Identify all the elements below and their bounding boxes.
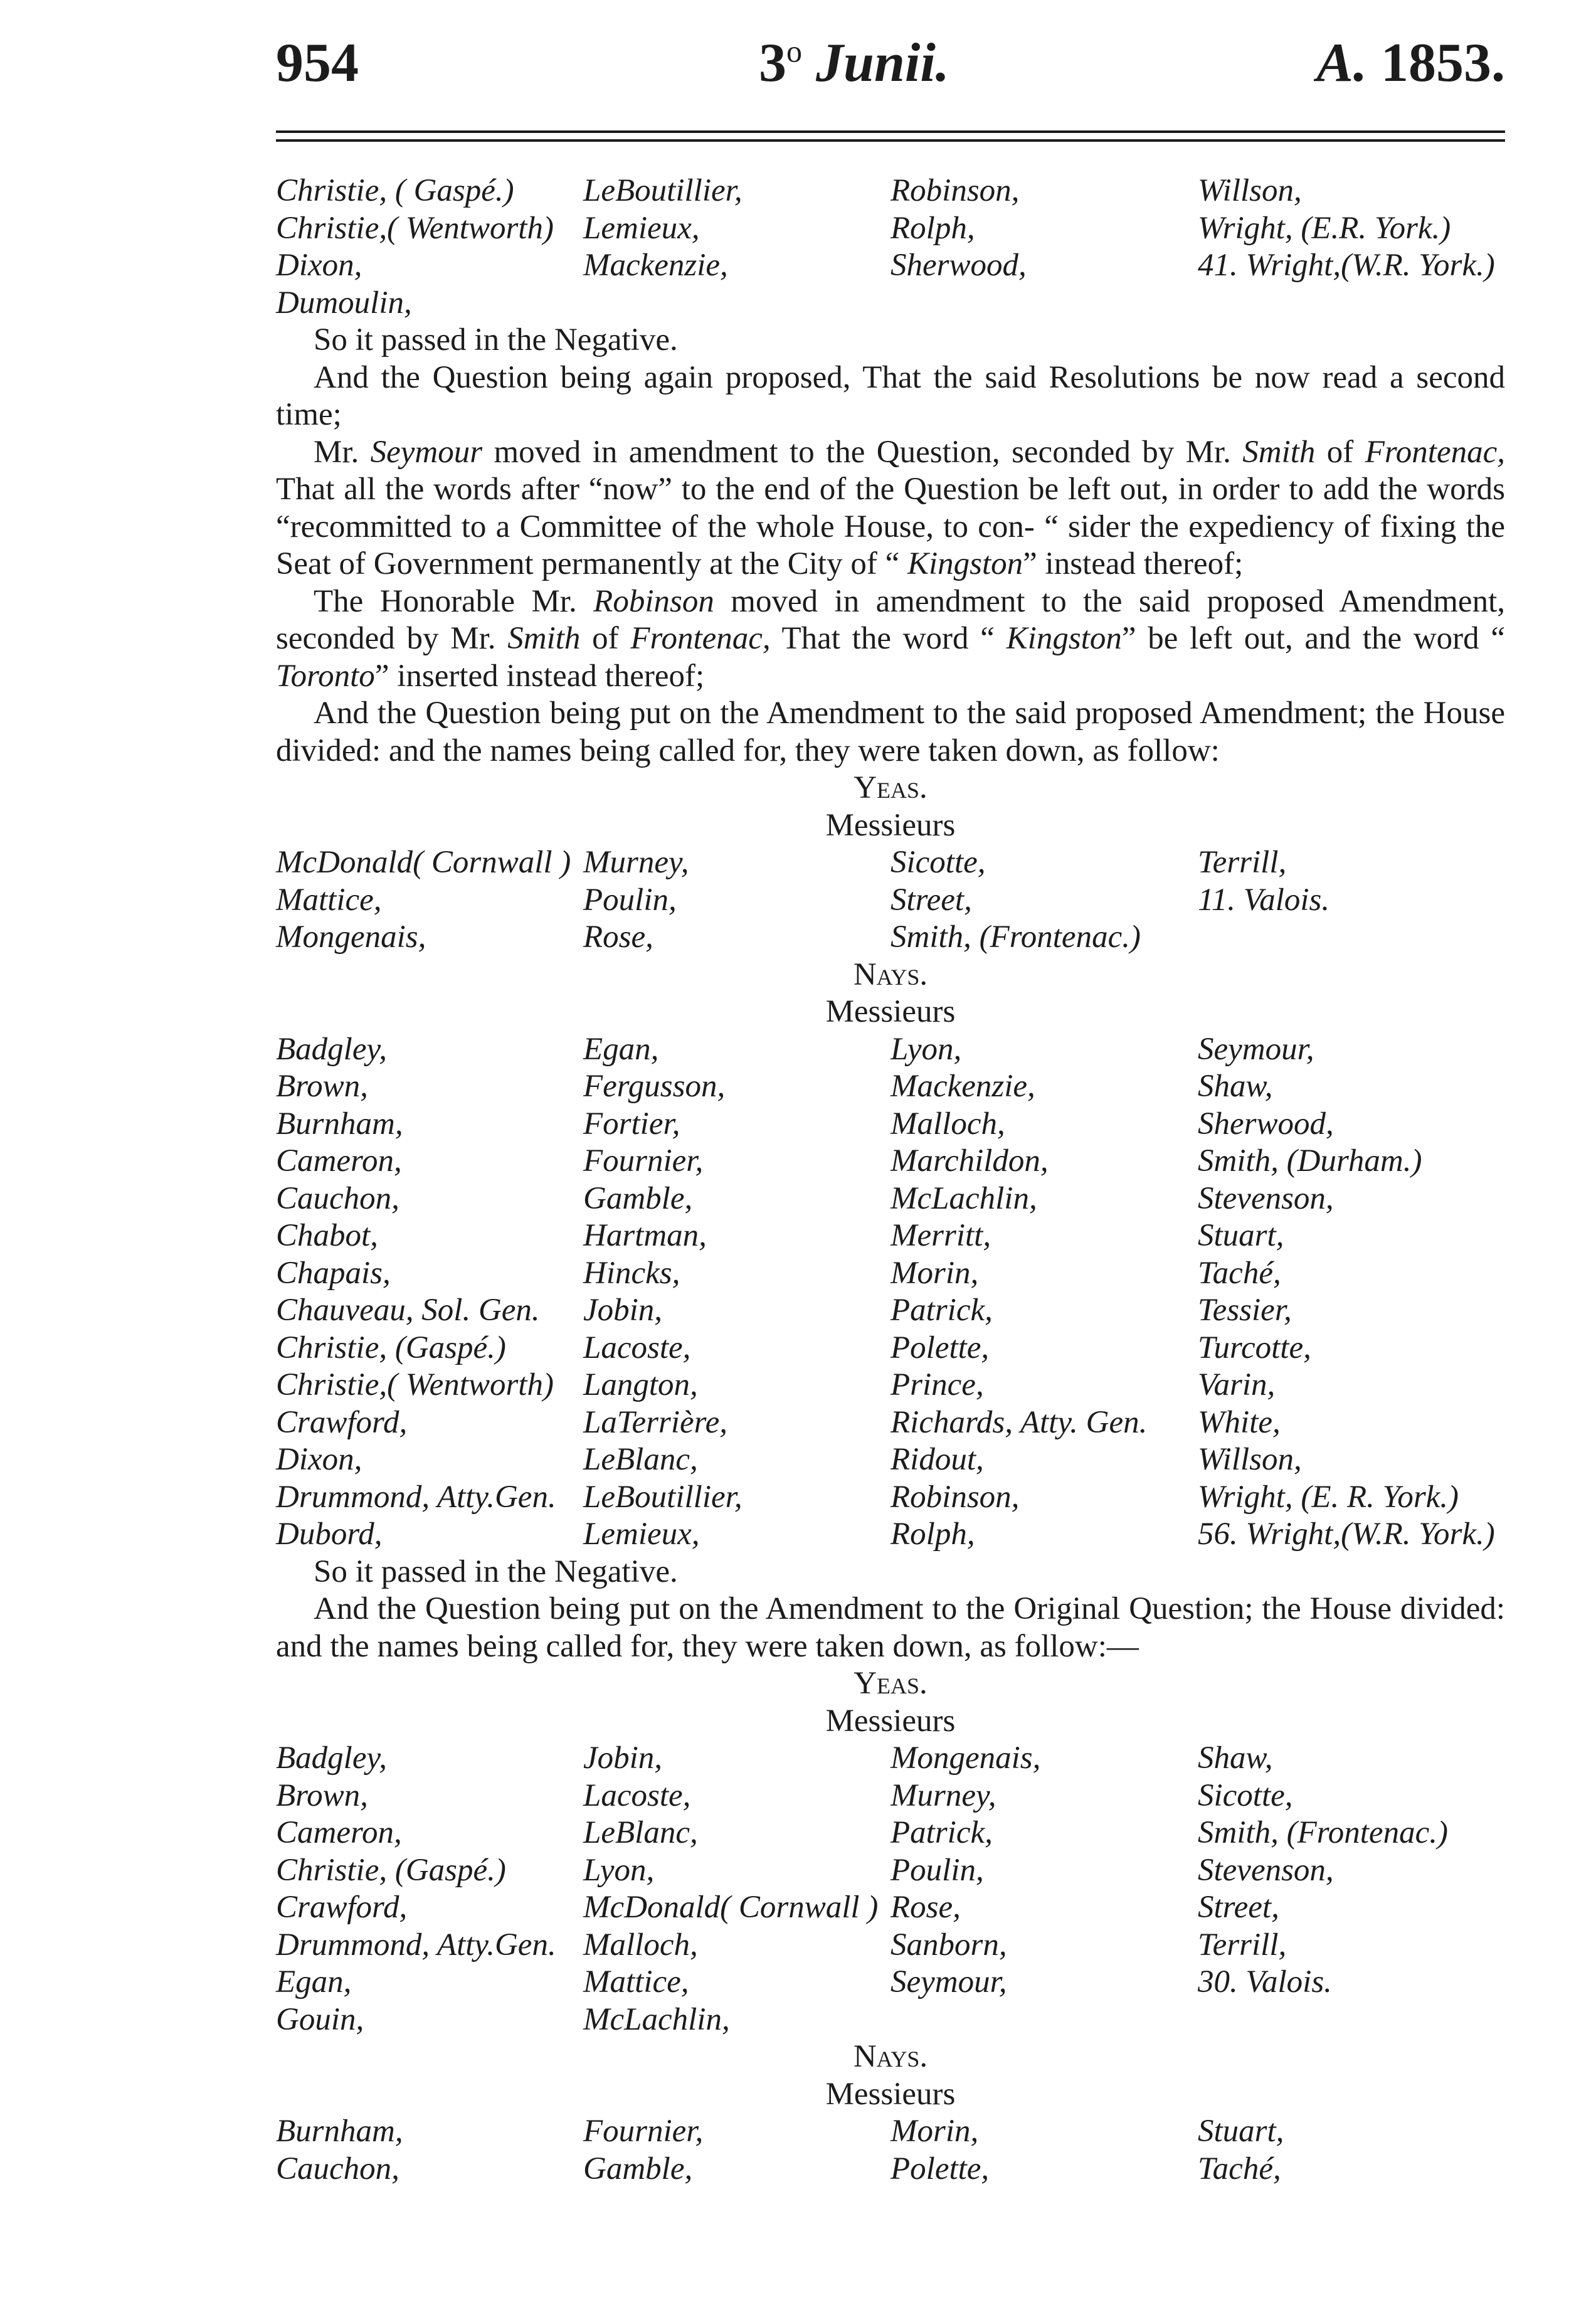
page-number: 954	[276, 33, 359, 93]
member-name: White,	[1198, 1404, 1281, 1440]
division-continued-names	[276, 172, 1505, 322]
member-name: Fortier,	[583, 1106, 680, 1142]
member-name: Mattice,	[583, 1964, 689, 2000]
member-name: Lacoste,	[583, 1330, 691, 1365]
nays-list-1	[276, 1031, 1505, 1554]
member-name: Badgley,	[276, 1740, 388, 1776]
member-name: Stevenson,	[1198, 1852, 1334, 1888]
member-name: 41. Wright,(W.R. York.)	[1198, 248, 1495, 283]
nays-heading-2: Nays.	[853, 2039, 928, 2074]
yeas-heading-1: Yeas.	[853, 770, 927, 805]
member-name: Burnham,	[276, 1106, 403, 1142]
member-name: LeBlanc,	[583, 1442, 698, 1477]
member-name: Christie, (Gaspé.)	[276, 1330, 506, 1365]
member-name: LeBoutillier,	[583, 1479, 743, 1515]
member-name: Lyon,	[890, 1031, 962, 1067]
member-name: Wright, (E.R. York.)	[1198, 210, 1451, 246]
member-name: LaTerrière,	[583, 1404, 728, 1440]
member-name: Lacoste,	[583, 1777, 691, 1813]
member-name	[1198, 919, 1505, 956]
member-name: Cameron,	[276, 1815, 402, 1850]
member-name: Stuart,	[1198, 1218, 1284, 1253]
member-name: Lyon,	[583, 1852, 655, 1888]
sub-amendment-paragraph: The Honorable Mr. Robinson moved in amendment to the said proposed Amendment, seconded by Mr. Smith of Frontenac, That the word “ Kingston” be left out, and the word “ Toronto” inserted instead thereof;	[276, 583, 1506, 694]
member-name: Crawford,	[276, 1404, 408, 1440]
member-name: Willson,	[1198, 173, 1302, 208]
member-name	[1198, 285, 1505, 322]
member-name: Crawford,	[276, 1890, 408, 1925]
member-name: Taché,	[1198, 1255, 1281, 1291]
member-name: Langton,	[583, 1367, 698, 1402]
member-name: Egan,	[276, 1964, 352, 2000]
member-name: Dixon,	[276, 248, 362, 283]
member-name: Seymour,	[890, 1964, 1007, 2000]
year-value: 1853.	[1381, 33, 1505, 93]
member-name: Brown,	[276, 1777, 368, 1813]
member-name: 11. Valois.	[1198, 882, 1330, 918]
member-name	[583, 285, 890, 322]
nays-heading-1: Nays.	[853, 956, 928, 992]
member-name: Stuart,	[1198, 2114, 1284, 2149]
member-name: Dubord,	[276, 1517, 383, 1552]
member-name: Patrick,	[890, 1293, 993, 1328]
amendment-paragraph: Mr. Seymour moved in amendment to the Question, seconded by Mr. Smith of Frontenac, That all the words after “now” to the end of the Question be left out, in order to add the words “recommitted to a Committee of the whole House, to con- “ sider the expediency of fixing the Seat of Government permanently at the City of “ Kingston” instead thereof;	[276, 434, 1505, 581]
member-name: Morin,	[890, 2114, 979, 2149]
member-name: McDonald( Cornwall )	[583, 1890, 879, 1925]
yeas-list-1	[276, 844, 1505, 956]
member-name: Malloch,	[890, 1106, 1005, 1142]
member-name: Jobin,	[583, 1740, 663, 1776]
question-paragraph: And the Question being again proposed, That the said Resolutions be now read a second time;	[276, 359, 1505, 432]
member-name: Tessier,	[1198, 1293, 1292, 1328]
member-name: LeBoutillier,	[583, 173, 743, 208]
member-name	[1198, 2001, 1505, 2039]
member-name: Hincks,	[583, 1255, 680, 1291]
member-name: Rose,	[583, 919, 653, 955]
member-name: Drummond, Atty.Gen.	[276, 1479, 556, 1515]
member-name: Fournier,	[583, 1143, 704, 1179]
page-header	[276, 31, 1505, 100]
member-name: Brown,	[276, 1069, 368, 1104]
member-name: Drummond, Atty.Gen.	[276, 1927, 556, 1963]
member-name: Christie, (Gaspé.)	[276, 1852, 506, 1888]
division-paragraph-2: And the Question being put on the Amendment to the Original Question; the House divided: and the names being called for, they were taken down, as follow:—	[276, 1591, 1505, 1664]
date-day: 3	[759, 33, 786, 93]
yeas-heading-2: Yeas.	[853, 1666, 927, 1701]
member-name: Varin,	[1198, 1367, 1276, 1402]
member-name: Burnham,	[276, 2114, 403, 2149]
member-name: Richards, Atty. Gen.	[890, 1404, 1148, 1440]
messieurs-label: Messieurs	[825, 2076, 956, 2112]
member-name: Smith, (Frontenac.)	[1198, 1815, 1448, 1850]
member-name: Chabot,	[276, 1218, 378, 1253]
member-name: Cauchon,	[276, 1180, 399, 1216]
result-paragraph-2: So it passed in the Negative.	[314, 1554, 678, 1589]
division-paragraph-1: And the Question being put on the Amendment to the said proposed Amendment; the House divided: and the names being called for, they were taken down, as follow:	[276, 696, 1505, 768]
member-name: Fergusson,	[583, 1069, 726, 1104]
member-name: Hartman,	[583, 1218, 707, 1253]
member-name: Christie,( Wentworth)	[276, 1367, 554, 1402]
member-name: Robinson,	[890, 173, 1020, 208]
member-name: 56. Wright,(W.R. York.)	[1198, 1517, 1495, 1552]
member-name: McLachlin,	[583, 2001, 730, 2037]
member-name	[890, 285, 1198, 322]
year-prefix: A.	[1316, 33, 1367, 93]
member-name: Christie, ( Gaspé.)	[276, 173, 514, 208]
member-name: Sicotte,	[890, 845, 986, 880]
member-name: Christie,( Wentworth)	[276, 210, 554, 246]
member-name: Mattice,	[276, 882, 382, 918]
member-name: Chapais,	[276, 1255, 391, 1291]
member-name: Badgley,	[276, 1031, 388, 1067]
header-rule-bottom	[276, 139, 1505, 142]
date-month: Junii.	[816, 33, 949, 93]
member-name: Sherwood,	[1198, 1106, 1334, 1142]
result-paragraph: So it passed in the Negative.	[314, 322, 678, 358]
member-name: Smith, (Durham.)	[1198, 1143, 1422, 1179]
member-name: Cameron,	[276, 1143, 402, 1179]
member-name: Cauchon,	[276, 2151, 399, 2186]
member-name: Dumoulin,	[276, 285, 412, 320]
member-name: Morin,	[890, 1255, 979, 1291]
member-name: Shaw,	[1198, 1740, 1273, 1776]
member-name: Mongenais,	[276, 919, 426, 955]
member-name: 30. Valois.	[1198, 1964, 1332, 2000]
member-name: Street,	[1198, 1890, 1279, 1925]
yeas-list-2	[276, 1740, 1505, 2038]
journal-date	[759, 31, 949, 95]
member-name: Ridout,	[890, 1442, 984, 1477]
member-name: Polette,	[890, 2151, 990, 2186]
member-name: Sicotte,	[1198, 1777, 1293, 1813]
member-name: Gouin,	[276, 2001, 364, 2037]
member-name: Robinson,	[890, 1479, 1020, 1515]
member-name: McLachlin,	[890, 1180, 1037, 1216]
member-name: Patrick,	[890, 1815, 993, 1850]
date-ordinal: o	[786, 33, 802, 69]
member-name: Wright, (E. R. York.)	[1198, 1479, 1459, 1515]
member-name: Murney,	[890, 1777, 996, 1813]
member-name: Poulin,	[890, 1852, 984, 1888]
member-name: Fournier,	[583, 2114, 704, 2149]
member-name: Lemieux,	[583, 210, 700, 246]
member-name: Sherwood,	[890, 248, 1027, 283]
member-name: Willson,	[1198, 1442, 1302, 1477]
member-name: Stevenson,	[1198, 1180, 1334, 1216]
member-name: Polette,	[890, 1330, 990, 1365]
journal-body	[276, 172, 1505, 2188]
member-name: Mackenzie,	[890, 1069, 1035, 1104]
member-name: McDonald( Cornwall )	[276, 845, 571, 880]
member-name: Mongenais,	[890, 1740, 1041, 1776]
member-name: Turcotte,	[1198, 1330, 1311, 1365]
messieurs-label: Messieurs	[825, 807, 956, 843]
member-name: Prince,	[890, 1367, 984, 1402]
member-name: Marchildon,	[890, 1143, 1049, 1179]
member-name: Malloch,	[583, 1927, 698, 1963]
member-name: Chauveau, Sol. Gen.	[276, 1293, 540, 1328]
member-name: Terrill,	[1198, 1927, 1287, 1963]
nays-list-2	[276, 2113, 1505, 2188]
member-name: Gamble,	[583, 1180, 693, 1216]
member-name: Rolph,	[890, 1517, 975, 1552]
member-name: Terrill,	[1198, 845, 1287, 880]
member-name: Jobin,	[583, 1293, 663, 1328]
messieurs-label: Messieurs	[825, 1703, 956, 1739]
member-name: Taché,	[1198, 2151, 1281, 2186]
header-rule-top	[276, 130, 1505, 133]
member-name: Sanborn,	[890, 1927, 1007, 1963]
member-name: Rolph,	[890, 210, 975, 246]
member-name	[890, 2001, 1198, 2039]
member-name: Mackenzie,	[583, 248, 728, 283]
member-name: Merritt,	[890, 1218, 991, 1253]
member-name: Gamble,	[583, 2151, 693, 2186]
member-name: Smith, (Frontenac.)	[890, 919, 1141, 955]
messieurs-label: Messieurs	[825, 994, 956, 1029]
member-name: Poulin,	[583, 882, 677, 918]
member-name: Lemieux,	[583, 1517, 700, 1552]
member-name: Rose,	[890, 1890, 961, 1925]
member-name: Dixon,	[276, 1442, 362, 1477]
journal-year	[1316, 31, 1505, 95]
member-name: Egan,	[583, 1031, 659, 1067]
member-name: Murney,	[583, 845, 689, 880]
member-name: Seymour,	[1198, 1031, 1314, 1067]
member-name: LeBlanc,	[583, 1815, 698, 1850]
member-name: Street,	[890, 882, 972, 918]
member-name: Shaw,	[1198, 1069, 1273, 1104]
